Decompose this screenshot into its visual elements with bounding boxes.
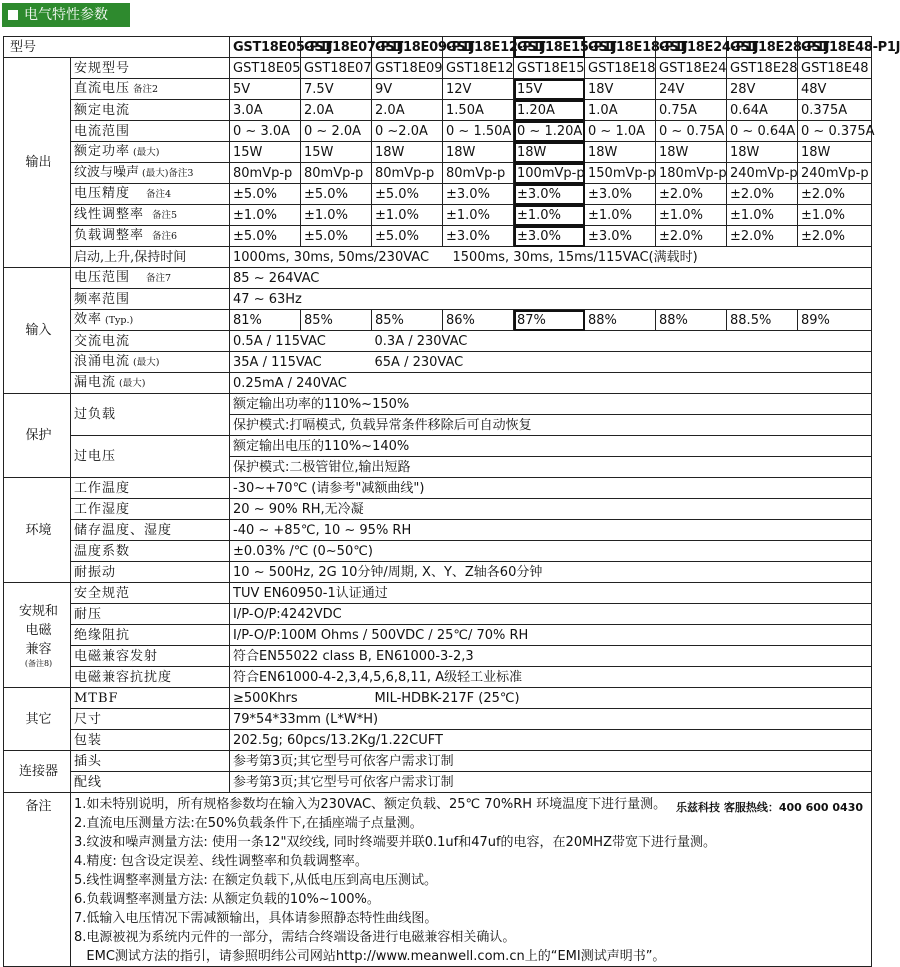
cell: 88.5% bbox=[727, 310, 798, 331]
cell: 28V bbox=[727, 79, 798, 100]
cell: ±1.0% bbox=[514, 205, 585, 226]
cell: 0 ~ 1.20A bbox=[514, 121, 585, 142]
output-rated-current-row bbox=[4, 100, 872, 121]
cell: ±5.0% bbox=[301, 226, 372, 247]
row-label: 尺寸 bbox=[71, 709, 230, 730]
row-label: 电磁兼容发射 bbox=[71, 646, 230, 667]
env-temp-coeff-row bbox=[4, 541, 872, 562]
spec-table bbox=[3, 36, 900, 967]
row-label: 频率范围 bbox=[71, 289, 230, 310]
input-freq-range-row bbox=[4, 289, 872, 310]
cell: 18W bbox=[372, 142, 443, 163]
row-label: 安规型号 bbox=[71, 58, 230, 79]
cell: 80mVp-p bbox=[230, 163, 301, 184]
note-line: 8.电源被视为系统内元件的一部分，需结合终端设备进行电磁兼容相关确认。 bbox=[74, 930, 516, 945]
cell: 符合EN61000-4-2,3,4,5,6,8,11, A级轻工业标准 bbox=[230, 667, 872, 688]
cell: 65A / 230VAC bbox=[372, 352, 872, 373]
cell: ±5.0% bbox=[372, 226, 443, 247]
notes-row bbox=[4, 793, 872, 967]
cell: 0.375A bbox=[798, 100, 872, 121]
cell: 86% bbox=[443, 310, 514, 331]
output-rated-power-row bbox=[4, 142, 872, 163]
cell: 202.5g; 60pcs/13.2Kg/1.22CUFT bbox=[230, 730, 872, 751]
safety-category-note: (备注8) bbox=[24, 658, 53, 668]
cell: ±1.0% bbox=[372, 205, 443, 226]
cell: 参考第3页;其它型号可依客户需求订制 bbox=[230, 751, 872, 772]
output-category: 输出 bbox=[4, 58, 71, 268]
model-name: GST18E24-P1J bbox=[656, 37, 727, 58]
others-packing-row bbox=[4, 730, 872, 751]
cell: ±5.0% bbox=[301, 184, 372, 205]
output-ripple-row bbox=[4, 163, 872, 184]
row-label: 电磁兼容抗扰度 bbox=[71, 667, 230, 688]
cell: 1000ms, 30ms, 50ms/230VAC bbox=[230, 247, 443, 268]
note-line: 1.如未特别说明，所有规格参数均在输入为230VAC、额定负载、25℃ 70%RH 环境温度下进行量测。 bbox=[74, 797, 667, 812]
input-category: 输入 bbox=[4, 268, 71, 394]
note-line: 5.线性调整率测量方法: 在额定负载下,从低电压到高电压测试。 bbox=[74, 873, 438, 888]
cell: -40 ~ +85℃, 10 ~ 95% RH bbox=[230, 520, 872, 541]
safety-category-line: 电磁 bbox=[25, 622, 52, 638]
row-label: 电压精度 备注4 bbox=[71, 184, 230, 205]
row-label: 工作湿度 bbox=[71, 499, 230, 520]
input-inrush-row bbox=[4, 352, 872, 373]
cell: 0.3A / 230VAC bbox=[372, 331, 872, 352]
safety-category-line: 兼容 bbox=[25, 641, 52, 657]
note-line: 7.低输入电压情况下需减额输出，具体请参照静态特性曲线图。 bbox=[74, 911, 438, 926]
cell: ±2.0% bbox=[656, 226, 727, 247]
note-line: EMC测试方法的指引，请参照明纬公司网站http://www.meanwell.com.cn上的“EMI测试声明书”。 bbox=[74, 949, 666, 964]
note-line: 3.纹波和噪声测量方法: 使用一条12"双绞线, 同时终端要并联0.1uf和47uf的电容，在20MHZ带宽下进行量测。 bbox=[74, 835, 716, 850]
row-label: 额定功率 (最大) bbox=[71, 142, 230, 163]
safety-standards-row bbox=[4, 583, 872, 604]
row-label: 插头 bbox=[71, 751, 230, 772]
input-voltage-range-row bbox=[4, 268, 872, 289]
cell: 额定输出电压的110%~140% bbox=[230, 436, 872, 457]
model-name: GST18E28-P1J bbox=[727, 37, 798, 58]
cell: 85% bbox=[301, 310, 372, 331]
cell: 80mVp-p bbox=[443, 163, 514, 184]
environment-category: 环境 bbox=[4, 478, 71, 583]
connector-wiring-row bbox=[4, 772, 872, 793]
cell: GST18E15 bbox=[514, 58, 585, 79]
cell: ±1.0% bbox=[301, 205, 372, 226]
cell: ±2.0% bbox=[798, 184, 872, 205]
cell: ±2.0% bbox=[727, 226, 798, 247]
cell: GST18E48 bbox=[798, 58, 872, 79]
note-line: 2.直流电压测量方法:在50%负载条件下,在插座端子点量测。 bbox=[74, 816, 423, 831]
cell: 18W bbox=[656, 142, 727, 163]
row-label: 浪涌电流 (最大) bbox=[71, 352, 230, 373]
protection-overvoltage-row-1 bbox=[4, 436, 872, 457]
cell: 88% bbox=[656, 310, 727, 331]
row-label: 效率 (Typ.) bbox=[71, 310, 230, 331]
input-ac-current-row bbox=[4, 331, 872, 352]
row-label: 过负载 bbox=[71, 394, 230, 436]
cell: 0.5A / 115VAC bbox=[230, 331, 372, 352]
cell: ±1.0% bbox=[585, 205, 656, 226]
cell: 47 ~ 63Hz bbox=[230, 289, 872, 310]
output-startup-row bbox=[4, 247, 872, 268]
cell: 0 ~2.0A bbox=[372, 121, 443, 142]
row-label: 负载调整率 备注6 bbox=[71, 226, 230, 247]
env-storage-row bbox=[4, 520, 872, 541]
cell: 240mVp-p bbox=[798, 163, 872, 184]
connector-plug-row bbox=[4, 751, 872, 772]
notes-cell bbox=[71, 793, 872, 967]
env-vibration-row bbox=[4, 562, 872, 583]
cell: GST18E28 bbox=[727, 58, 798, 79]
others-dimension-row bbox=[4, 709, 872, 730]
cell: 0 ~ 1.0A bbox=[585, 121, 656, 142]
row-label: 电压范围 备注7 bbox=[71, 268, 230, 289]
cell: 240mVp-p bbox=[727, 163, 798, 184]
output-line-regulation-row bbox=[4, 205, 872, 226]
notes-wrap bbox=[74, 795, 871, 966]
cell: I/P-O/P:100M Ohms / 500VDC / 25℃/ 70% RH bbox=[230, 625, 872, 646]
cell: ±1.0% bbox=[443, 205, 514, 226]
cell: 1.50A bbox=[443, 100, 514, 121]
row-label: 过电压 bbox=[71, 436, 230, 478]
cell: 0 ~ 0.64A bbox=[727, 121, 798, 142]
cell: 参考第3页;其它型号可依客户需求订制 bbox=[230, 772, 872, 793]
cell: ±2.0% bbox=[798, 226, 872, 247]
cell: 18W bbox=[585, 142, 656, 163]
cell: ±5.0% bbox=[230, 226, 301, 247]
cell: 0.64A bbox=[727, 100, 798, 121]
cell: 100mVp-p bbox=[514, 163, 585, 184]
cell: 0.75A bbox=[656, 100, 727, 121]
cell: 48V bbox=[798, 79, 872, 100]
cell: 18W bbox=[798, 142, 872, 163]
model-label: 型号 bbox=[4, 37, 230, 58]
cell: 35A / 115VAC bbox=[230, 352, 372, 373]
safety-category bbox=[4, 583, 71, 688]
square-icon bbox=[8, 10, 18, 20]
row-label: 储存温度、湿度 bbox=[71, 520, 230, 541]
cell: 150mVp-p bbox=[585, 163, 656, 184]
cell: 87% bbox=[514, 310, 585, 331]
model-name: GST18E05-P1J bbox=[230, 37, 301, 58]
cell: ±5.0% bbox=[372, 184, 443, 205]
cell: GST18E24 bbox=[656, 58, 727, 79]
row-label: 安全规范 bbox=[71, 583, 230, 604]
cell: 0.25mA / 240VAC bbox=[230, 373, 872, 394]
input-leakage-row bbox=[4, 373, 872, 394]
cell: 18W bbox=[443, 142, 514, 163]
output-voltage-accuracy-row bbox=[4, 184, 872, 205]
row-label: 绝缘阻抗 bbox=[71, 625, 230, 646]
cell: 7.5V bbox=[301, 79, 372, 100]
env-work-humidity-row bbox=[4, 499, 872, 520]
cell: 15W bbox=[230, 142, 301, 163]
cell: 79*54*33mm (L*W*H) bbox=[230, 709, 872, 730]
model-name: GST18E48-P1J bbox=[798, 37, 872, 58]
cell: 符合EN55022 class B, EN61000-3-2,3 bbox=[230, 646, 872, 667]
row-label: 耐压 bbox=[71, 604, 230, 625]
cell: 0 ~ 1.50A bbox=[443, 121, 514, 142]
row-label: 温度系数 bbox=[71, 541, 230, 562]
cell: 1.20A bbox=[514, 100, 585, 121]
cell: 0 ~ 3.0A bbox=[230, 121, 301, 142]
cell: 80mVp-p bbox=[372, 163, 443, 184]
cell: 2.0A bbox=[372, 100, 443, 121]
others-category: 其它 bbox=[4, 688, 71, 751]
row-label: 线性调整率 备注5 bbox=[71, 205, 230, 226]
cell: 5V bbox=[230, 79, 301, 100]
cell: 18W bbox=[727, 142, 798, 163]
note-line: 6.负载调整率测量方法: 从额定负载的10%~100%。 bbox=[74, 892, 380, 907]
cell: ±1.0% bbox=[798, 205, 872, 226]
cell: ±1.0% bbox=[656, 205, 727, 226]
cell: ±1.0% bbox=[727, 205, 798, 226]
cell: ±0.03% /℃ (0~50℃) bbox=[230, 541, 872, 562]
cell: ±3.0% bbox=[443, 226, 514, 247]
safety-isolation-row bbox=[4, 625, 872, 646]
model-name: GST18E07-P1J bbox=[301, 37, 372, 58]
safety-emc-immunity-row bbox=[4, 667, 872, 688]
cell: ≥500Khrs bbox=[230, 688, 372, 709]
cell: 1500ms, 30ms, 15ms/115VAC(满载时) bbox=[443, 247, 872, 268]
cell: GST18E05 bbox=[230, 58, 301, 79]
cell: TUV EN60950-1认证通过 bbox=[230, 583, 872, 604]
section-title-text: 电气特性参数 bbox=[24, 7, 108, 23]
cell: 10 ~ 500Hz, 2G 10分钟/周期, X、Y、Z轴各60分钟 bbox=[230, 562, 872, 583]
cell: 180mVp-p bbox=[656, 163, 727, 184]
row-label: 工作温度 bbox=[71, 478, 230, 499]
cell: 81% bbox=[230, 310, 301, 331]
safety-emc-emission-row bbox=[4, 646, 872, 667]
cell: 24V bbox=[656, 79, 727, 100]
model-name: GST18E12-P1J bbox=[443, 37, 514, 58]
row-label: 交流电流 bbox=[71, 331, 230, 352]
cell: ±2.0% bbox=[727, 184, 798, 205]
env-work-temp-row bbox=[4, 478, 872, 499]
cell: ±5.0% bbox=[230, 184, 301, 205]
others-mtbf-row bbox=[4, 688, 872, 709]
cell: 88% bbox=[585, 310, 656, 331]
model-name-highlighted: GST18E15-P1J bbox=[514, 37, 585, 58]
row-label: 包装 bbox=[71, 730, 230, 751]
cell: GST18E09 bbox=[372, 58, 443, 79]
cell: 1.0A bbox=[585, 100, 656, 121]
input-efficiency-row bbox=[4, 310, 872, 331]
cell: 额定输出功率的110%~150% bbox=[230, 394, 872, 415]
row-label: 额定电流 bbox=[71, 100, 230, 121]
cell: 9V bbox=[372, 79, 443, 100]
cell: 0 ~ 2.0A bbox=[301, 121, 372, 142]
row-label: 电流范围 bbox=[71, 121, 230, 142]
output-safety-model-row bbox=[4, 58, 872, 79]
row-label: 耐振动 bbox=[71, 562, 230, 583]
cell: 15W bbox=[301, 142, 372, 163]
cell: I/P-O/P:4242VDC bbox=[230, 604, 872, 625]
cell: 18W bbox=[514, 142, 585, 163]
cell: ±3.0% bbox=[585, 184, 656, 205]
cell: -30~+70℃ (请参考"减额曲线") bbox=[230, 478, 872, 499]
cell: 20 ~ 90% RH,无冷凝 bbox=[230, 499, 872, 520]
cell: 0 ~ 0.75A bbox=[656, 121, 727, 142]
cell: 0 ~ 0.375A bbox=[798, 121, 872, 142]
cell: ±2.0% bbox=[656, 184, 727, 205]
output-dc-voltage-row bbox=[4, 79, 872, 100]
cell: 80mVp-p bbox=[301, 163, 372, 184]
cell: 85% bbox=[372, 310, 443, 331]
model-header-row bbox=[4, 37, 872, 58]
safety-withstand-row bbox=[4, 604, 872, 625]
row-label: 启动,上升,保持时间 bbox=[71, 247, 230, 268]
cell: 保护模式:二极管钳位,输出短路 bbox=[230, 457, 872, 478]
cell: 85 ~ 264VAC bbox=[230, 268, 872, 289]
row-label: MTBF bbox=[71, 688, 230, 709]
section-title bbox=[2, 3, 130, 27]
safety-category-line: 安规和 bbox=[18, 603, 58, 619]
cell: GST18E12 bbox=[443, 58, 514, 79]
cell: ±3.0% bbox=[585, 226, 656, 247]
cell: MIL-HDBK-217F (25℃) bbox=[372, 688, 872, 709]
cell: ±3.0% bbox=[514, 226, 585, 247]
row-label: 直流电压 备注2 bbox=[71, 79, 230, 100]
protection-overload-row-1 bbox=[4, 394, 872, 415]
model-name: GST18E09-P1J bbox=[372, 37, 443, 58]
cell: GST18E18 bbox=[585, 58, 656, 79]
protection-category: 保护 bbox=[4, 394, 71, 478]
cell: 3.0A bbox=[230, 100, 301, 121]
row-label: 漏电流 (最大) bbox=[71, 373, 230, 394]
cell: ±3.0% bbox=[514, 184, 585, 205]
output-load-regulation-row bbox=[4, 226, 872, 247]
cell: 2.0A bbox=[301, 100, 372, 121]
row-label: 纹波与噪声 (最大)备注3 bbox=[71, 163, 230, 184]
cell: 12V bbox=[443, 79, 514, 100]
cell: 15V bbox=[514, 79, 585, 100]
model-name: GST18E18-P1J bbox=[585, 37, 656, 58]
hotline-text: 乐兹科技 客服热线：400 600 0430 bbox=[675, 801, 864, 814]
cell: ±3.0% bbox=[443, 184, 514, 205]
row-label: 配线 bbox=[71, 772, 230, 793]
cell: 89% bbox=[798, 310, 872, 331]
notes-category: 备注 bbox=[4, 793, 71, 967]
output-current-range-row bbox=[4, 121, 872, 142]
cell: 18V bbox=[585, 79, 656, 100]
cell: 保护模式:打嗝模式, 负载异常条件移除后可自动恢复 bbox=[230, 415, 872, 436]
cell: GST18E07 bbox=[301, 58, 372, 79]
note-line: 4.精度: 包含设定误差、线性调整率和负载调整率。 bbox=[74, 854, 368, 869]
cell: ±1.0% bbox=[230, 205, 301, 226]
connector-category: 连接器 bbox=[4, 751, 71, 793]
